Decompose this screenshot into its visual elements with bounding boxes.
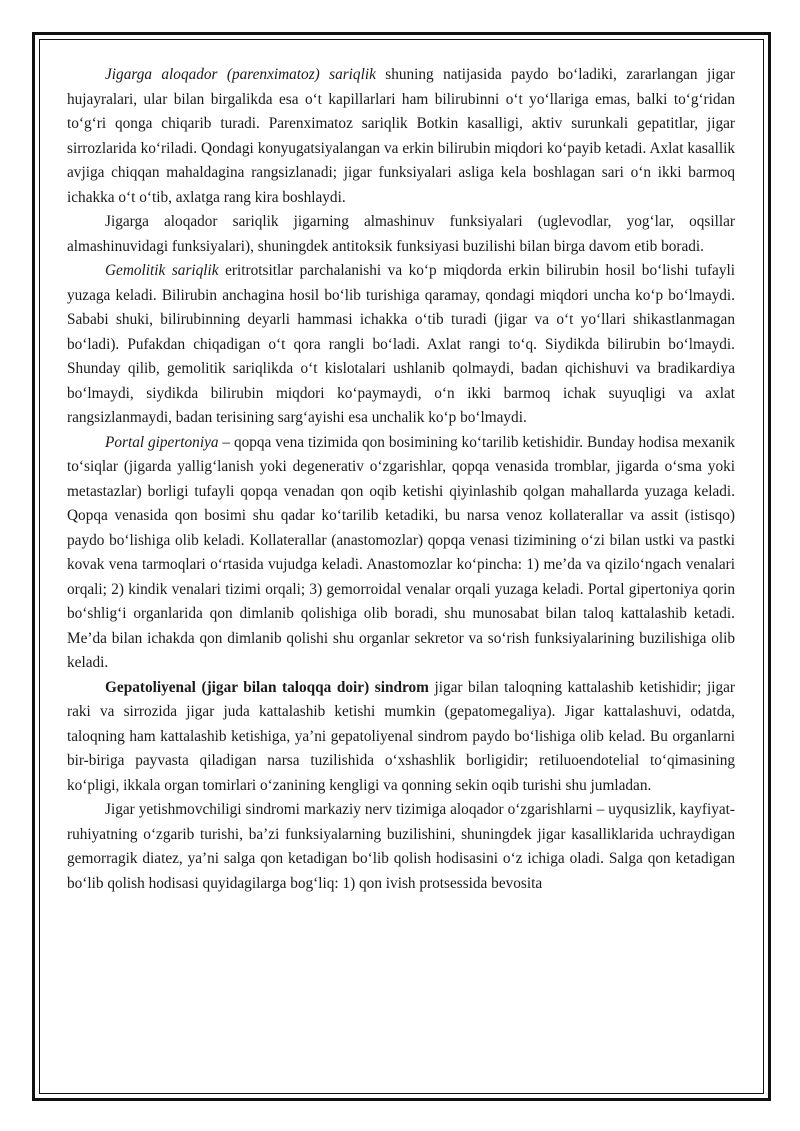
document-body — [67, 63, 735, 896]
paragraph-portal-hypertension — [67, 431, 735, 676]
term-hemolytic-jaundice: Gemolitik sariqlik — [105, 262, 219, 279]
paragraph-liver-functions — [67, 210, 735, 259]
paragraph-hepatolienal-syndrome — [67, 676, 735, 799]
term-parenchymatous-jaundice: Jigarga aloqador (parenximatoz) sariqlik — [105, 66, 376, 83]
paragraph-liver-failure-syndrome — [67, 798, 735, 896]
paragraph-parenchymatous-jaundice — [67, 63, 735, 210]
paragraph-text: – qopqa vena tizimida qon bosimining ko‘tarilib ketishidir. Bunday hodisa mexanik to‘siqlar (jigarda yallig‘lanish yoki degenerativ o‘zgarishlar, qopqa venasida tromblar, jigarda o‘sma yoki metastazlar) borligi tufayli qopqa venadan qon oqib ketishi qiyinlashib qolgan mahallarda yuzaga keladi. Qopqa venasida qon bosimi shu qadar ko‘tarilib ketadiki, bu narsa venoz kollaterallar va assit (istisqo) paydo bo‘lishiga olib keladi. Kollaterallar (anastomozlar) qopqa venasi tizimining o‘zi bilan ustki va pastki kovak vena tarmoqlari o‘rtasida vujudga keladi. Anastomozlar ko‘pincha: 1) me’da va qizilo‘ngach venalari orqali; 2) kindik venalari tizimi orqali; 3) gemorroidal venalar orqali yuzaga keladi. Portal gipertoniya qorin bo‘shlig‘i organlarida qon dimlanib qolishiga olib boradi, shu munosabat bilan taloq kattalashib ketadi. Me’da bilan ichakda qon dimlanib qolishi shu organlar sekretor va so‘rish funksiyalarining buzilishiga olib keladi. — [67, 433, 735, 671]
paragraph-text: eritrotsitlar parchalanishi va ko‘p miqdorda erkin bilirubin hosil bo‘lishi tufayli yuzaga keladi. Bilirubin anchagina hosil bo‘lib turishiga qaramay, qondagi miqdori uncha ko‘p bo‘lmaydi. Sababi shuki, bilirubinning deyarli hammasi ichakka o‘tib turadi (jigar va o‘t yo‘llari shikastlanmagan bo‘ladi). Pufakdan chiqadigan o‘t qora rangli bo‘ladi. Axlat rangi to‘q. Siydikda bilirubin bo‘lmaydi. Shunday qilib, gemolitik sariqlikda o‘t kislotalari ushlanib qolmaydi, badan qichishuvi va bradikardiya bo‘lmaydi, siydikda bilirubin miqdori ko‘paymaydi, o‘n ikki barmoq ichak suyuqligi va axlat rangsizlanmaydi, badan terisining sarg‘ayishi esa unchalik ko‘p bo‘lmaydi. — [67, 262, 735, 426]
paragraph-hemolytic-jaundice — [67, 259, 735, 431]
paragraph-text: Jigar yetishmovchiligi sindromi markaziy nerv tizimiga aloqador o‘zgarishlarni – uyqusizlik, kayfiyat-ruhiyatning o‘zgarib turishi, ba’zi funksiyalarning buzilishini, shuningdek jigar kasalliklarida uchraydigan gemorragik diatez, ya’ni salga qon ketadigan bo‘lib qolish hodisasini o‘z ichiga oladi. Salga qon ketadigan bo‘lib qolish hodisasi quyidagilarga bog‘liq: 1) qon ivish protsessida bevosita — [67, 801, 735, 892]
term-portal-hypertension: Portal gipertoniya — [105, 433, 219, 451]
paragraph-text: shuning natijasida paydo bo‘ladiki, zararlangan jigar hujayralari, ular bilan birgalikda esa o‘t kapillarlari ham bilirubinni o‘t yo‘llariga emas, balki to‘g‘ridan to‘g‘ri qonga chiqarib turadi. Parenximatoz sariqlik Botkin kasalligi, aktiv surunkali gepatitlar, jigar sirrozlarida ko‘riladi. Qondagi konyugatsiyalangan va erkin bilirubin miqdori ko‘payib ketadi. Axlat kasallik avjiga chiqqan mahaldagina rangsizlanadi; jigar funksiyalari asliga kela boshlagan sari o‘n ikki barmoq ichakka o‘t o‘tib, axlatga rang kira boshlaydi. — [67, 66, 735, 206]
paragraph-text: jigar bilan taloqning kattalashib ketishidir; jigar raki va sirrozida jigar juda kattalashib ketishi mumkin (gepatomegaliya). Jigar kattalashuvi, odatda, taloqning ham kattalashib ketishiga, ya’ni gepatoliyenal sindrom paydo bo‘lishiga olib kelad. Bu organlarni bir-biriga payvasta qiladigan narsa tuzilishida o‘xshashlik borligidir; retiluoendotelial to‘qimasining ko‘pligi, ikkala organ tomirlari o‘zanining kengligi va qonning sekin oqib turishi shu jumladan. — [67, 678, 735, 794]
term-hepatolienal-syndrome: Gepatoliyenal (jigar bilan taloqqa doir) sindrom — [105, 678, 429, 696]
paragraph-text: Jigarga aloqador sariqlik jigarning almashinuv funksiyalari (uglevodlar, yog‘lar, oqsillar almashinuvidagi funksiyalari), shuningdek antitoksik funksiyasi buzilishi bilan birga davom etib boradi. — [67, 213, 735, 255]
